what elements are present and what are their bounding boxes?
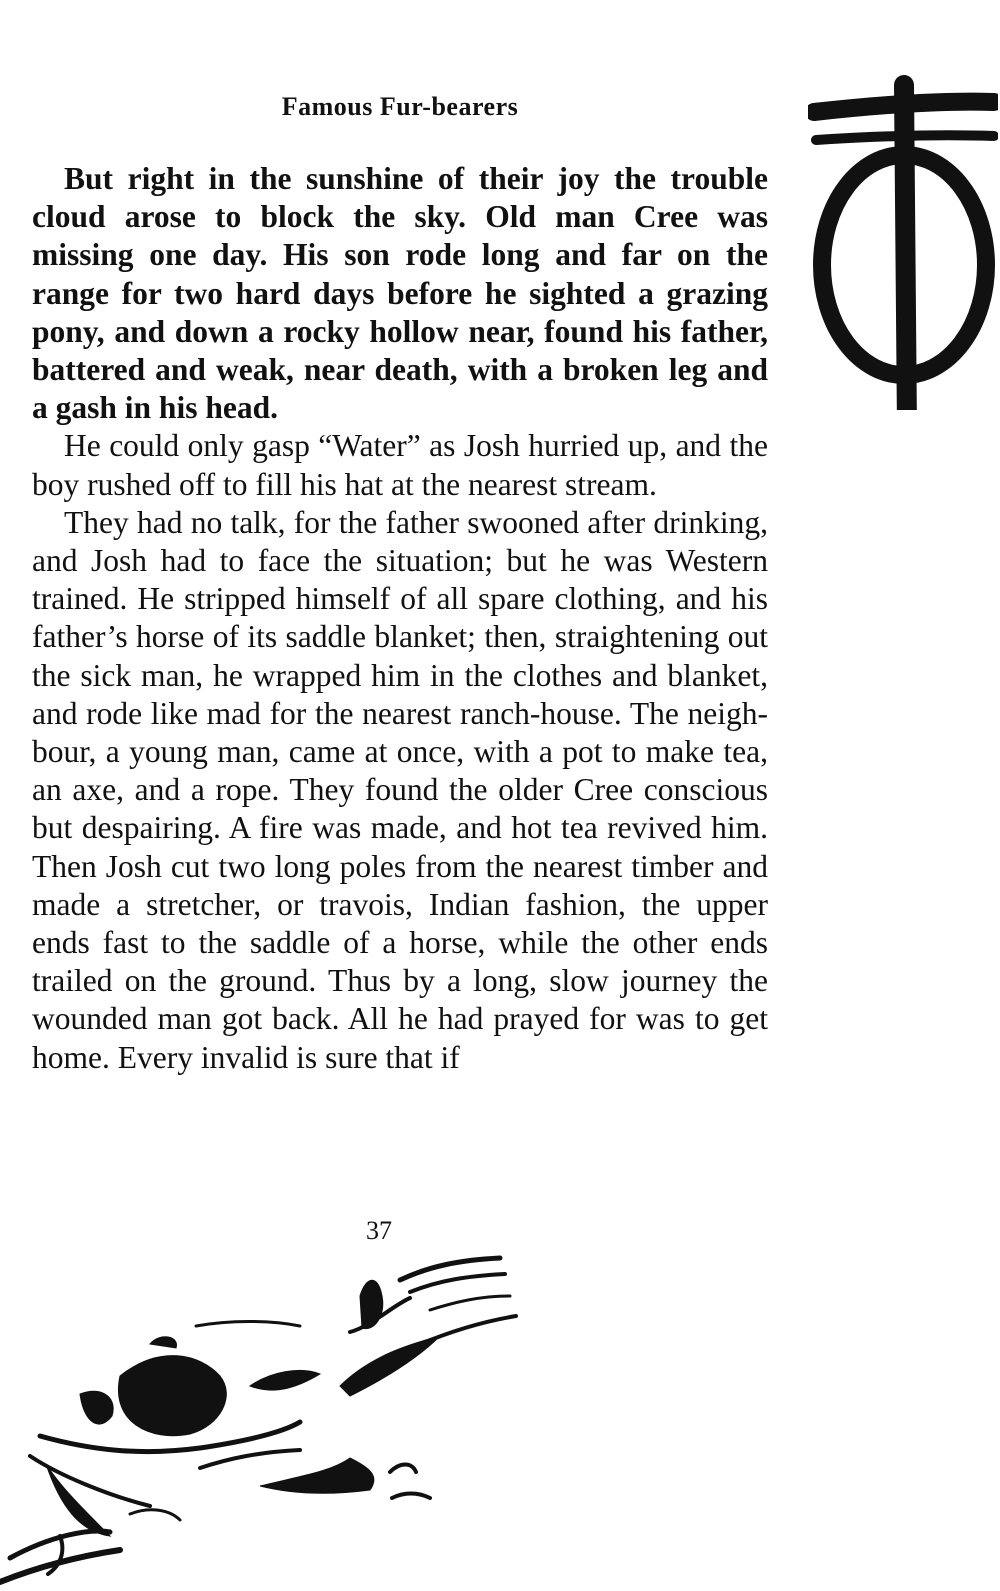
paragraph: He could only gasp “Water” as Josh hurried up, and the boy rushed off to fill his hat at the nearest stream. — [32, 428, 768, 502]
paragraph: They had no talk, for the father swooned after drinking, and Josh had to face the situation; but he was Western trained. He stripped himself of all spare clothing, and his father’s horse of its saddle blanket; then, straightening out the sick man, he wrapped him in the clothes and blanket, and rode like mad for the nearest ranch-house. The neighbour, a young man, came at once, with a pot to make tea, an axe, and a rope. They found the older Cree conscious but despairing. A fire was made, and hot tea revived him. Then Josh cut two long poles from the nearest timber and made a stretcher, or travois, Indian fashion, the upper ends fast to the saddle of a horse, while the other ends trailed on the ground. Thus by a long, slow journey the wounded man got back. All he had prayed for was to get home. Every invalid is sure that if — [32, 504, 768, 1075]
page-number: 37 — [366, 1216, 392, 1245]
paragraph: But right in the sunshine of their joy the trouble cloud arose to block the sky. Old man Cree was missing one day. His son rode long and far on the range for two hard days before he sighted a grazing pony, and down a rocky hollow near, found his father, battered and weak, near death, with a broken leg and a gash in his head. — [32, 161, 768, 426]
ink-sketch-illustration — [0, 1236, 520, 1591]
body-text — [32, 160, 768, 1077]
cross-circle-icon — [808, 40, 998, 410]
running-header: Famous Fur-bearers — [281, 92, 519, 121]
